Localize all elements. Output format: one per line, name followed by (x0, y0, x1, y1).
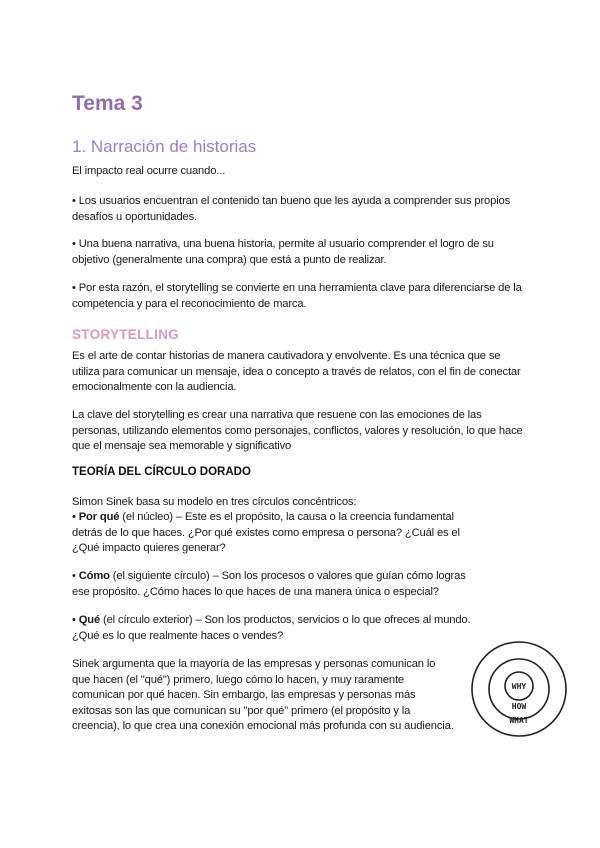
item-term: Por qué (78, 511, 120, 523)
theory-conclusion: Sinek argumenta que la mayoría de las empresas y personas comunican lo que hacen (el "qué") primero, luego cómo lo hacen, y muy raramente comunican por qué hacen. Sin embargo, las empresas y personas más exitosas son las que comunican su "por qué" primero (el propósito y la creencia), lo que crea una conexión emocional más profunda con su audiencia. (72, 658, 454, 733)
section-heading: 1. Narración de historias (72, 137, 257, 156)
item-text: (el núcleo) – Este es el propósito, la causa o la creencia fundamental detrás de lo que haces. ¿Por qué existes como empresa o persona? ¿Cuál es el ¿Qué impacto quieres generar? (72, 511, 460, 555)
golden-circle-diagram (469, 639, 569, 739)
bullet-3: • Por esta razón, el storytelling se convierte en una herramienta clave para diferenciarse de la competencia y para el reconocimiento de marca. (72, 282, 522, 310)
item-bullet: • (72, 570, 79, 582)
item-text: (el círculo exterior) – Son los productos, servicios o lo que ofreces al mundo. ¿Qué es lo que realmente haces o vendes? (72, 614, 471, 642)
theory-heading: TEORÍA DEL CÍRCULO DORADO (72, 466, 251, 478)
storytelling-heading: STORYTELLING (72, 327, 180, 342)
bullet-2: • Una buena narrativa, una buena historia, permite al usuario comprender el logro de su objetivo (generalmente una compra) que está a punto de realizar. (72, 238, 494, 266)
storytelling-paragraph-2: La clave del storytelling es crear una narrativa que resuene con las emociones de las personas, utilizando elementos como personajes, conflictos, valores y resolución, lo que hace que el mensaje sea memorable y significativo (72, 409, 523, 453)
bullet-1: • Los usuarios encuentran el contenido tan bueno que les ayuda a comprender sus propios desafíos u oportunidades. (72, 195, 511, 223)
theory-item-why (72, 510, 472, 557)
item-text: (el siguiente círculo) – Son los procesos o valores que guían cómo logras ese propósito. ¿Cómo haces lo que haces de una manera única o especial? (72, 570, 466, 598)
intro-paragraph: El impacto real ocurre cuando... (72, 165, 226, 177)
what-label: WHAT (509, 716, 529, 725)
storytelling-paragraph-1: Es el arte de contar historias de manera cautivadora y envolvente. Es una técnica que se utiliza para comunicar un mensaje, idea o concepto a través de relatos, con el fin de conectar emocionalmente con la audiencia. (72, 350, 521, 394)
theory-intro: Simon Sinek basa su modelo en tres círculos concéntricos: (72, 496, 357, 508)
why-label: WHY (511, 682, 527, 691)
how-label: HOW (511, 702, 527, 711)
item-bullet: • (72, 614, 79, 626)
item-term: Qué (78, 614, 101, 626)
page-title: Tema 3 (72, 92, 143, 115)
item-term: Cómo (78, 570, 110, 582)
item-bullet: • (72, 511, 79, 523)
theory-item-how (72, 569, 472, 600)
theory-item-what (72, 613, 472, 644)
